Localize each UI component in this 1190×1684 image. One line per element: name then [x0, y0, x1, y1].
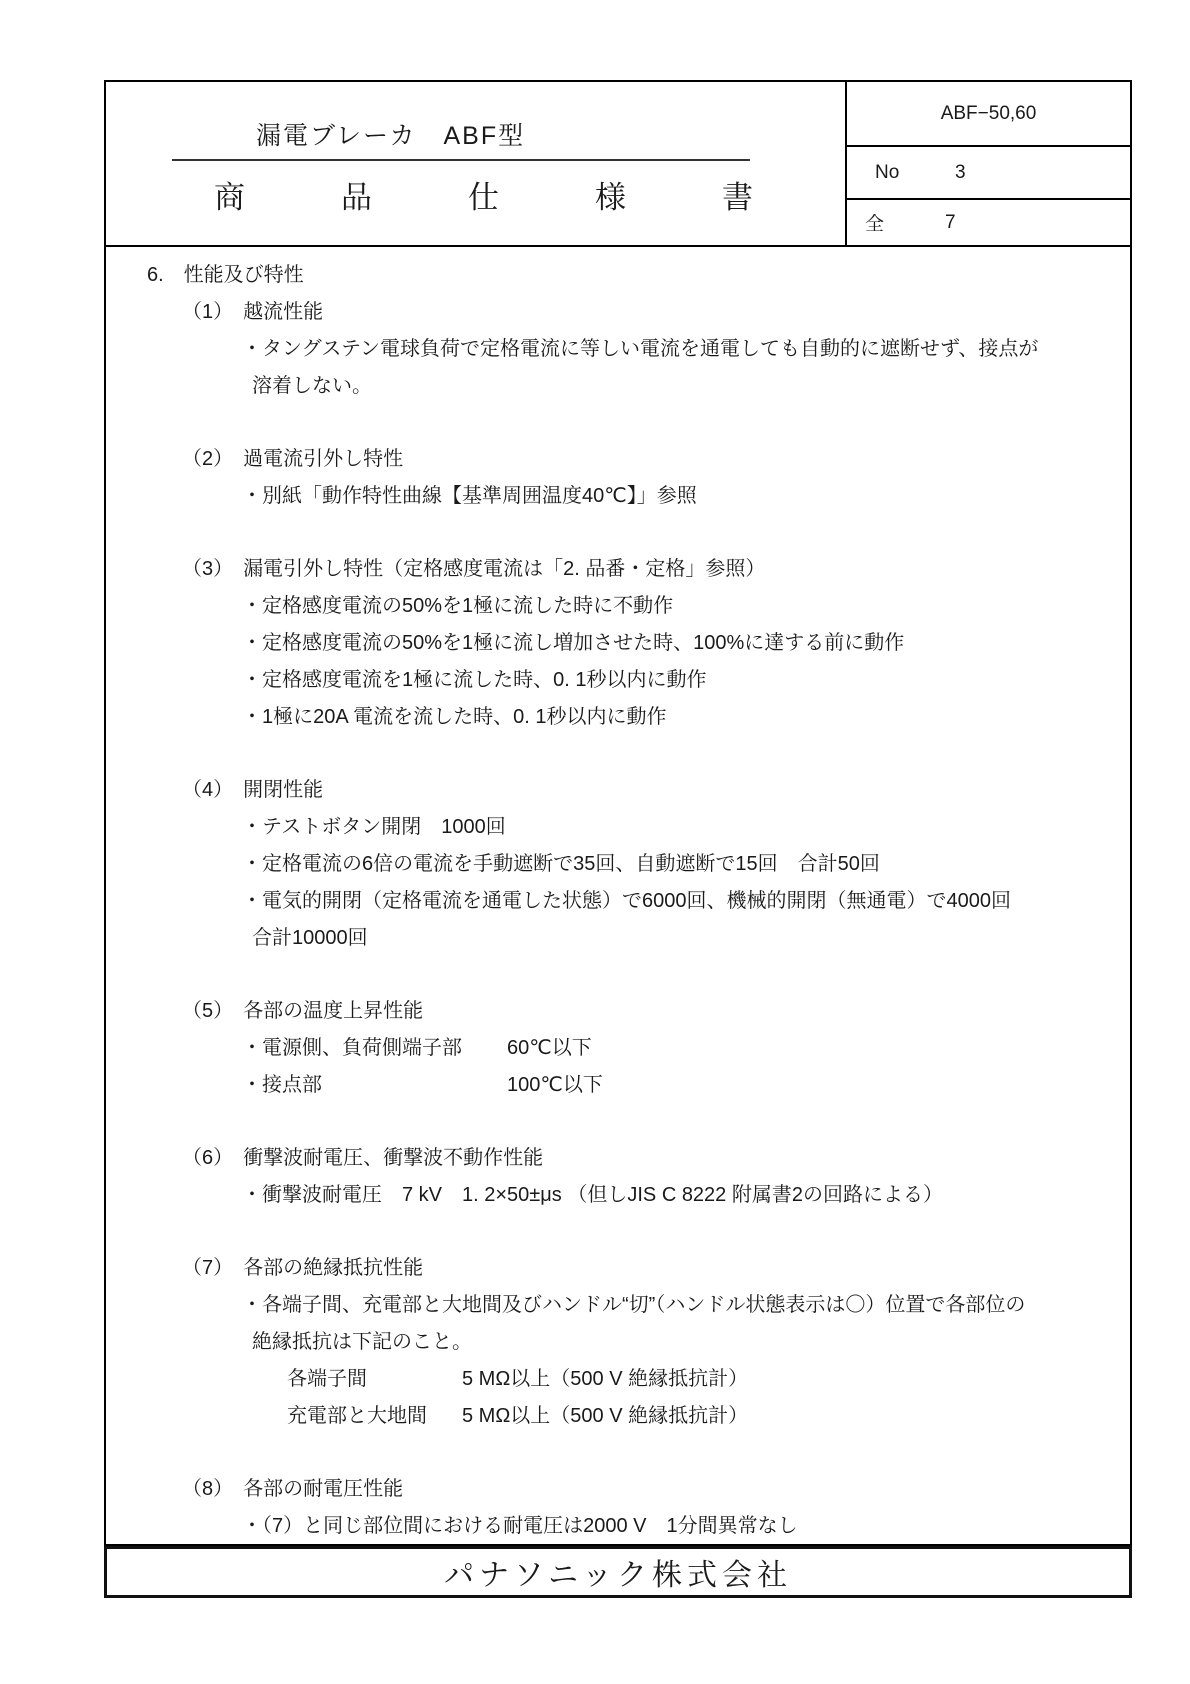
title-underline	[172, 159, 750, 161]
section-heading: （7） 各部の絶縁抵抗性能	[182, 1257, 424, 1279]
spec-label: ・電源側、負荷側端子部	[242, 1037, 462, 1059]
section-heading: （1） 越流性能	[182, 301, 324, 323]
spec-pair-line	[106, 1067, 1130, 1104]
section-heading: （4） 開閉性能	[182, 779, 324, 801]
spec-line: 合計10000回	[252, 927, 368, 949]
spec-value: 5 MΩ以上（500 V 絶縁抵抗計）	[462, 1368, 749, 1390]
spec-label: ・接点部	[242, 1074, 322, 1096]
company-name: パナソニック株式会社	[444, 1559, 792, 1592]
document-frame	[104, 80, 1132, 1546]
spec-line: ・別紙「動作特性曲線【基準周囲温度40℃】」参照	[242, 485, 697, 507]
total-pages-value: 7	[945, 211, 956, 233]
spec-value: 5 MΩ以上（500 V 絶縁抵抗計）	[462, 1405, 749, 1427]
document-title: 商品仕様書	[214, 180, 849, 215]
section-heading: （2） 過電流引外し特性	[182, 448, 404, 470]
document-body	[106, 247, 1130, 1544]
page-no-value: 3	[955, 161, 966, 183]
section-heading: （3） 漏電引外し特性（定格感度電流は「2. 品番・定格」参照）	[182, 558, 766, 580]
spec-line: ・衝撃波耐電圧 7 kV 1. 2×50±μs （但しJIS C 8222 附属書2の回路による）	[242, 1184, 943, 1206]
spec-label: 各端子間	[287, 1368, 367, 1390]
page-no-cell	[847, 147, 1130, 200]
document-header	[106, 82, 1130, 247]
spec-line: ・タングステン電球負荷で定格電流に等しい電流を通電しても自動的に遮断せず、接点が	[242, 338, 1039, 360]
spec-line: ・（7）と同じ部位間における耐電圧は2000 V 1分間異常なし	[242, 1515, 798, 1537]
spec-line: ・テストボタン開閉 1000回	[242, 816, 506, 838]
spec-line: ・定格感度電流の50%を1極に流し増加させた時、100%に達する前に動作	[242, 632, 905, 654]
page-no-label: No	[875, 161, 900, 183]
model-number: ABF−50,60	[940, 102, 1037, 124]
section-lines	[106, 294, 1130, 1545]
section-heading: （5） 各部の温度上昇性能	[182, 1000, 424, 1022]
spec-line: ・定格感度電流の50%を1極に流した時に不動作	[242, 595, 674, 617]
doc-ref-table	[845, 82, 1130, 245]
spec-line: ・各端子間、充電部と大地間及びハンドル“切”（ハンドル状態表示は〇）位置で各部位の	[242, 1294, 1026, 1316]
spec-pair-line	[106, 1361, 1130, 1398]
spec-line: ・定格感度電流を1極に流した時、0. 1秒以内に動作	[242, 669, 707, 691]
spec-pair-line	[106, 1030, 1130, 1067]
spec-pair-line	[106, 1398, 1130, 1435]
footer-company-bar	[104, 1546, 1132, 1598]
spec-value: 60℃以下	[507, 1037, 592, 1059]
total-pages-label: 全	[865, 214, 885, 235]
total-pages-cell	[847, 200, 1130, 245]
product-name: 漏電ブレーカ ABF型	[256, 122, 526, 150]
header-title-block	[106, 82, 849, 245]
spec-line: ・1極に20A 電流を流した時、0. 1秒以内に動作	[242, 706, 667, 728]
chapter-heading: 6. 性能及び特性	[147, 264, 304, 286]
spec-line: ・電気的開閉（定格電流を通電した状態）で6000回、機械的開閉（無通電）で4000回	[242, 890, 1011, 912]
spec-value: 100℃以下	[507, 1074, 603, 1096]
spec-line: 絶縁抵抗は下記のこと。	[252, 1331, 472, 1353]
model-cell	[847, 82, 1130, 147]
spec-label: 充電部と大地間	[287, 1405, 427, 1427]
section-heading: （6） 衝撃波耐電圧、衝撃波不動作性能	[182, 1147, 544, 1169]
section-heading: （8） 各部の耐電圧性能	[182, 1478, 404, 1500]
spec-line: 溶着しない。	[252, 375, 372, 397]
spec-line: ・定格電流の6倍の電流を手動遮断で35回、自動遮断で15回 合計50回	[242, 853, 880, 875]
